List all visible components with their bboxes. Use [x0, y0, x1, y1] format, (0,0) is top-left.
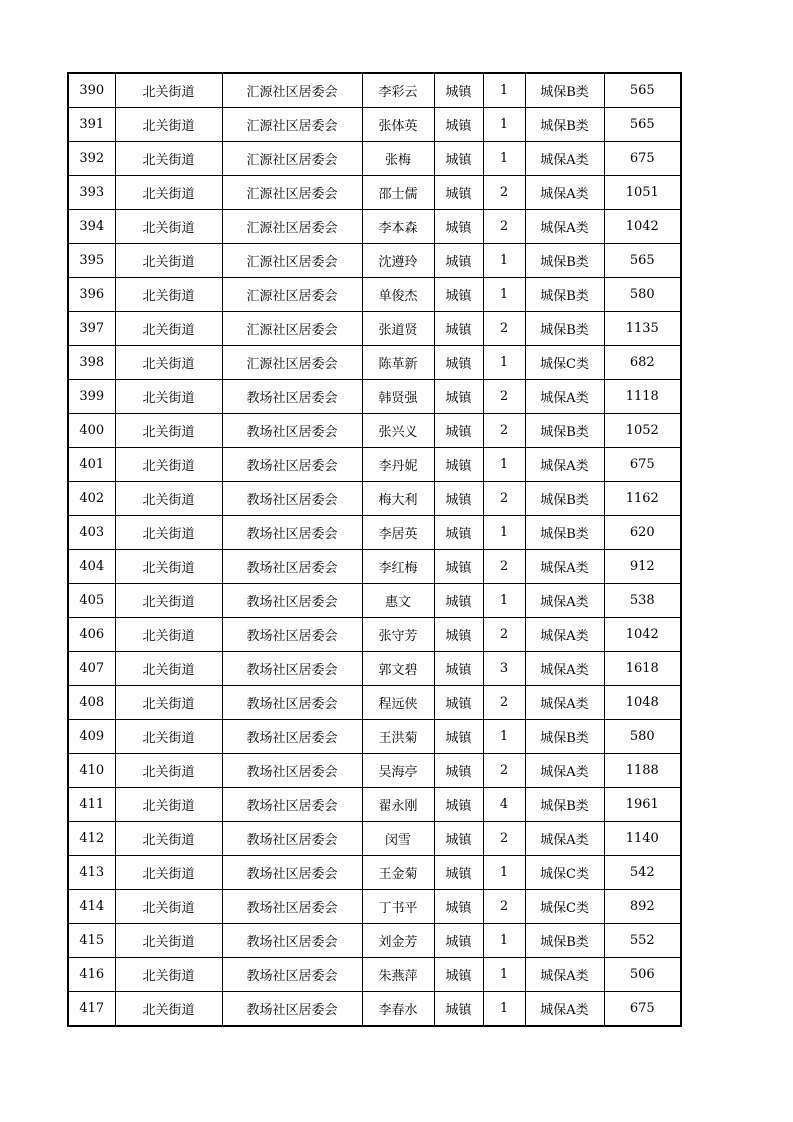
household-size-cell: 2 — [483, 754, 525, 788]
area-type-cell: 城镇 — [434, 108, 483, 142]
committee-cell: 汇源社区居委会 — [222, 346, 362, 380]
area-type-cell: 城镇 — [434, 210, 483, 244]
committee-cell: 教场社区居委会 — [222, 754, 362, 788]
street-cell: 北关街道 — [115, 822, 222, 856]
committee-cell: 教场社区居委会 — [222, 448, 362, 482]
area-type-cell: 城镇 — [434, 176, 483, 210]
row-number-cell: 400 — [68, 414, 115, 448]
street-cell: 北关街道 — [115, 482, 222, 516]
table-row — [68, 992, 681, 1027]
table-row — [68, 550, 681, 584]
table-row — [68, 856, 681, 890]
row-number-cell: 403 — [68, 516, 115, 550]
name-cell: 李红梅 — [362, 550, 434, 584]
household-size-cell: 1 — [483, 346, 525, 380]
row-number-cell: 391 — [68, 108, 115, 142]
table-row — [68, 73, 681, 108]
row-number-cell: 396 — [68, 278, 115, 312]
household-size-cell: 2 — [483, 414, 525, 448]
name-cell: 王洪菊 — [362, 720, 434, 754]
name-cell: 张梅 — [362, 142, 434, 176]
committee-cell: 教场社区居委会 — [222, 414, 362, 448]
row-number-cell: 392 — [68, 142, 115, 176]
amount-cell: 1961 — [604, 788, 681, 822]
amount-cell: 1188 — [604, 754, 681, 788]
name-cell: 张体英 — [362, 108, 434, 142]
category-cell: 城保B类 — [525, 108, 604, 142]
committee-cell: 教场社区居委会 — [222, 482, 362, 516]
street-cell: 北关街道 — [115, 856, 222, 890]
committee-cell: 教场社区居委会 — [222, 992, 362, 1027]
committee-cell: 汇源社区居委会 — [222, 142, 362, 176]
table-row — [68, 482, 681, 516]
row-number-cell: 395 — [68, 244, 115, 278]
category-cell: 城保C类 — [525, 890, 604, 924]
category-cell: 城保A类 — [525, 448, 604, 482]
area-type-cell: 城镇 — [434, 482, 483, 516]
committee-cell: 汇源社区居委会 — [222, 210, 362, 244]
household-size-cell: 2 — [483, 550, 525, 584]
household-size-cell: 2 — [483, 176, 525, 210]
household-size-cell: 1 — [483, 142, 525, 176]
household-size-cell: 1 — [483, 856, 525, 890]
table-row — [68, 142, 681, 176]
name-cell: 刘金芳 — [362, 924, 434, 958]
household-size-cell: 2 — [483, 482, 525, 516]
table-row — [68, 516, 681, 550]
table-row — [68, 448, 681, 482]
committee-cell: 教场社区居委会 — [222, 958, 362, 992]
category-cell: 城保B类 — [525, 244, 604, 278]
area-type-cell: 城镇 — [434, 516, 483, 550]
name-cell: 邵士儒 — [362, 176, 434, 210]
household-size-cell: 1 — [483, 108, 525, 142]
committee-cell: 汇源社区居委会 — [222, 108, 362, 142]
amount-cell: 1135 — [604, 312, 681, 346]
table-row — [68, 686, 681, 720]
area-type-cell: 城镇 — [434, 958, 483, 992]
amount-cell: 912 — [604, 550, 681, 584]
committee-cell: 教场社区居委会 — [222, 550, 362, 584]
name-cell: 丁书平 — [362, 890, 434, 924]
amount-cell: 675 — [604, 992, 681, 1027]
row-number-cell: 405 — [68, 584, 115, 618]
category-cell: 城保B类 — [525, 482, 604, 516]
street-cell: 北关街道 — [115, 754, 222, 788]
amount-cell: 1140 — [604, 822, 681, 856]
name-cell: 李丹妮 — [362, 448, 434, 482]
area-type-cell: 城镇 — [434, 244, 483, 278]
amount-cell: 1052 — [604, 414, 681, 448]
committee-cell: 教场社区居委会 — [222, 856, 362, 890]
table-row — [68, 414, 681, 448]
row-number-cell: 399 — [68, 380, 115, 414]
name-cell: 李春水 — [362, 992, 434, 1027]
area-type-cell: 城镇 — [434, 890, 483, 924]
category-cell: 城保A类 — [525, 550, 604, 584]
area-type-cell: 城镇 — [434, 924, 483, 958]
category-cell: 城保A类 — [525, 652, 604, 686]
row-number-cell: 411 — [68, 788, 115, 822]
category-cell: 城保A类 — [525, 992, 604, 1027]
street-cell: 北关街道 — [115, 652, 222, 686]
committee-cell: 汇源社区居委会 — [222, 73, 362, 108]
household-size-cell: 2 — [483, 686, 525, 720]
household-size-cell: 3 — [483, 652, 525, 686]
row-number-cell: 397 — [68, 312, 115, 346]
name-cell: 郭文碧 — [362, 652, 434, 686]
household-size-cell: 1 — [483, 720, 525, 754]
committee-cell: 汇源社区居委会 — [222, 176, 362, 210]
table-row — [68, 788, 681, 822]
name-cell: 沈遵玲 — [362, 244, 434, 278]
category-cell: 城保A类 — [525, 176, 604, 210]
street-cell: 北关街道 — [115, 958, 222, 992]
row-number-cell: 407 — [68, 652, 115, 686]
name-cell: 李彩云 — [362, 73, 434, 108]
area-type-cell: 城镇 — [434, 788, 483, 822]
roster-table — [67, 72, 682, 1027]
area-type-cell: 城镇 — [434, 73, 483, 108]
area-type-cell: 城镇 — [434, 720, 483, 754]
committee-cell: 教场社区居委会 — [222, 380, 362, 414]
household-size-cell: 2 — [483, 890, 525, 924]
amount-cell: 580 — [604, 278, 681, 312]
table-row — [68, 380, 681, 414]
amount-cell: 1051 — [604, 176, 681, 210]
name-cell: 程远侠 — [362, 686, 434, 720]
amount-cell: 565 — [604, 73, 681, 108]
area-type-cell: 城镇 — [434, 380, 483, 414]
name-cell: 梅大利 — [362, 482, 434, 516]
area-type-cell: 城镇 — [434, 312, 483, 346]
household-size-cell: 2 — [483, 380, 525, 414]
category-cell: 城保A类 — [525, 822, 604, 856]
area-type-cell: 城镇 — [434, 278, 483, 312]
row-number-cell: 406 — [68, 618, 115, 652]
area-type-cell: 城镇 — [434, 346, 483, 380]
amount-cell: 1042 — [604, 210, 681, 244]
area-type-cell: 城镇 — [434, 448, 483, 482]
street-cell: 北关街道 — [115, 550, 222, 584]
household-size-cell: 2 — [483, 618, 525, 652]
table-row — [68, 822, 681, 856]
row-number-cell: 408 — [68, 686, 115, 720]
category-cell: 城保A类 — [525, 958, 604, 992]
table-row — [68, 584, 681, 618]
committee-cell: 教场社区居委会 — [222, 652, 362, 686]
amount-cell: 1162 — [604, 482, 681, 516]
street-cell: 北关街道 — [115, 686, 222, 720]
household-size-cell: 1 — [483, 992, 525, 1027]
row-number-cell: 390 — [68, 73, 115, 108]
table-row — [68, 346, 681, 380]
table-row — [68, 278, 681, 312]
name-cell: 吴海亭 — [362, 754, 434, 788]
street-cell: 北关街道 — [115, 244, 222, 278]
row-number-cell: 398 — [68, 346, 115, 380]
category-cell: 城保B类 — [525, 73, 604, 108]
name-cell: 李居英 — [362, 516, 434, 550]
street-cell: 北关街道 — [115, 516, 222, 550]
household-size-cell: 1 — [483, 278, 525, 312]
row-number-cell: 393 — [68, 176, 115, 210]
amount-cell: 565 — [604, 108, 681, 142]
household-size-cell: 1 — [483, 516, 525, 550]
area-type-cell: 城镇 — [434, 584, 483, 618]
street-cell: 北关街道 — [115, 73, 222, 108]
street-cell: 北关街道 — [115, 346, 222, 380]
table-row — [68, 618, 681, 652]
name-cell: 陈革新 — [362, 346, 434, 380]
table-row — [68, 244, 681, 278]
amount-cell: 552 — [604, 924, 681, 958]
category-cell: 城保B类 — [525, 312, 604, 346]
amount-cell: 542 — [604, 856, 681, 890]
category-cell: 城保A类 — [525, 210, 604, 244]
category-cell: 城保C类 — [525, 346, 604, 380]
category-cell: 城保A类 — [525, 380, 604, 414]
household-size-cell: 2 — [483, 312, 525, 346]
category-cell: 城保B类 — [525, 516, 604, 550]
street-cell: 北关街道 — [115, 312, 222, 346]
table-row — [68, 312, 681, 346]
street-cell: 北关街道 — [115, 210, 222, 244]
committee-cell: 教场社区居委会 — [222, 516, 362, 550]
table-row — [68, 176, 681, 210]
name-cell: 张道贤 — [362, 312, 434, 346]
street-cell: 北关街道 — [115, 924, 222, 958]
committee-cell: 教场社区居委会 — [222, 822, 362, 856]
table-row — [68, 210, 681, 244]
area-type-cell: 城镇 — [434, 652, 483, 686]
roster-body — [68, 73, 681, 1026]
row-number-cell: 404 — [68, 550, 115, 584]
area-type-cell: 城镇 — [434, 754, 483, 788]
category-cell: 城保A类 — [525, 142, 604, 176]
street-cell: 北关街道 — [115, 448, 222, 482]
area-type-cell: 城镇 — [434, 618, 483, 652]
row-number-cell: 402 — [68, 482, 115, 516]
table-row — [68, 958, 681, 992]
category-cell: 城保A类 — [525, 618, 604, 652]
street-cell: 北关街道 — [115, 890, 222, 924]
table-row — [68, 652, 681, 686]
category-cell: 城保B类 — [525, 414, 604, 448]
amount-cell: 892 — [604, 890, 681, 924]
table-row — [68, 924, 681, 958]
household-size-cell: 2 — [483, 210, 525, 244]
category-cell: 城保B类 — [525, 278, 604, 312]
street-cell: 北关街道 — [115, 142, 222, 176]
committee-cell: 汇源社区居委会 — [222, 312, 362, 346]
row-number-cell: 412 — [68, 822, 115, 856]
street-cell: 北关街道 — [115, 176, 222, 210]
committee-cell: 教场社区居委会 — [222, 924, 362, 958]
street-cell: 北关街道 — [115, 108, 222, 142]
amount-cell: 538 — [604, 584, 681, 618]
amount-cell: 565 — [604, 244, 681, 278]
committee-cell: 汇源社区居委会 — [222, 244, 362, 278]
name-cell: 翟永刚 — [362, 788, 434, 822]
category-cell: 城保C类 — [525, 856, 604, 890]
street-cell: 北关街道 — [115, 618, 222, 652]
name-cell: 单俊杰 — [362, 278, 434, 312]
amount-cell: 675 — [604, 448, 681, 482]
table-row — [68, 720, 681, 754]
row-number-cell: 410 — [68, 754, 115, 788]
row-number-cell: 413 — [68, 856, 115, 890]
area-type-cell: 城镇 — [434, 856, 483, 890]
committee-cell: 汇源社区居委会 — [222, 278, 362, 312]
name-cell: 朱燕萍 — [362, 958, 434, 992]
name-cell: 张守芳 — [362, 618, 434, 652]
category-cell: 城保B类 — [525, 924, 604, 958]
row-number-cell: 409 — [68, 720, 115, 754]
street-cell: 北关街道 — [115, 584, 222, 618]
area-type-cell: 城镇 — [434, 550, 483, 584]
amount-cell: 675 — [604, 142, 681, 176]
area-type-cell: 城镇 — [434, 686, 483, 720]
name-cell: 韩贤强 — [362, 380, 434, 414]
row-number-cell: 416 — [68, 958, 115, 992]
household-size-cell: 2 — [483, 822, 525, 856]
household-size-cell: 1 — [483, 584, 525, 618]
committee-cell: 教场社区居委会 — [222, 584, 362, 618]
area-type-cell: 城镇 — [434, 414, 483, 448]
household-size-cell: 1 — [483, 958, 525, 992]
category-cell: 城保A类 — [525, 686, 604, 720]
street-cell: 北关街道 — [115, 992, 222, 1027]
area-type-cell: 城镇 — [434, 992, 483, 1027]
category-cell: 城保A类 — [525, 754, 604, 788]
amount-cell: 1048 — [604, 686, 681, 720]
committee-cell: 教场社区居委会 — [222, 618, 362, 652]
row-number-cell: 401 — [68, 448, 115, 482]
amount-cell: 1118 — [604, 380, 681, 414]
household-size-cell: 1 — [483, 73, 525, 108]
street-cell: 北关街道 — [115, 720, 222, 754]
name-cell: 闵雪 — [362, 822, 434, 856]
street-cell: 北关街道 — [115, 414, 222, 448]
amount-cell: 506 — [604, 958, 681, 992]
table-row — [68, 108, 681, 142]
area-type-cell: 城镇 — [434, 822, 483, 856]
row-number-cell: 415 — [68, 924, 115, 958]
committee-cell: 教场社区居委会 — [222, 890, 362, 924]
amount-cell: 580 — [604, 720, 681, 754]
table-row — [68, 754, 681, 788]
street-cell: 北关街道 — [115, 278, 222, 312]
street-cell: 北关街道 — [115, 380, 222, 414]
amount-cell: 682 — [604, 346, 681, 380]
category-cell: 城保B类 — [525, 788, 604, 822]
committee-cell: 教场社区居委会 — [222, 720, 362, 754]
table-row — [68, 890, 681, 924]
name-cell: 李本森 — [362, 210, 434, 244]
name-cell: 王金菊 — [362, 856, 434, 890]
row-number-cell: 394 — [68, 210, 115, 244]
category-cell: 城保A类 — [525, 584, 604, 618]
name-cell: 张兴义 — [362, 414, 434, 448]
area-type-cell: 城镇 — [434, 142, 483, 176]
committee-cell: 教场社区居委会 — [222, 788, 362, 822]
row-number-cell: 417 — [68, 992, 115, 1027]
household-size-cell: 1 — [483, 244, 525, 278]
name-cell: 惠文 — [362, 584, 434, 618]
street-cell: 北关街道 — [115, 788, 222, 822]
amount-cell: 1618 — [604, 652, 681, 686]
category-cell: 城保B类 — [525, 720, 604, 754]
household-size-cell: 4 — [483, 788, 525, 822]
household-size-cell: 1 — [483, 448, 525, 482]
amount-cell: 620 — [604, 516, 681, 550]
amount-cell: 1042 — [604, 618, 681, 652]
row-number-cell: 414 — [68, 890, 115, 924]
household-size-cell: 1 — [483, 924, 525, 958]
committee-cell: 教场社区居委会 — [222, 686, 362, 720]
